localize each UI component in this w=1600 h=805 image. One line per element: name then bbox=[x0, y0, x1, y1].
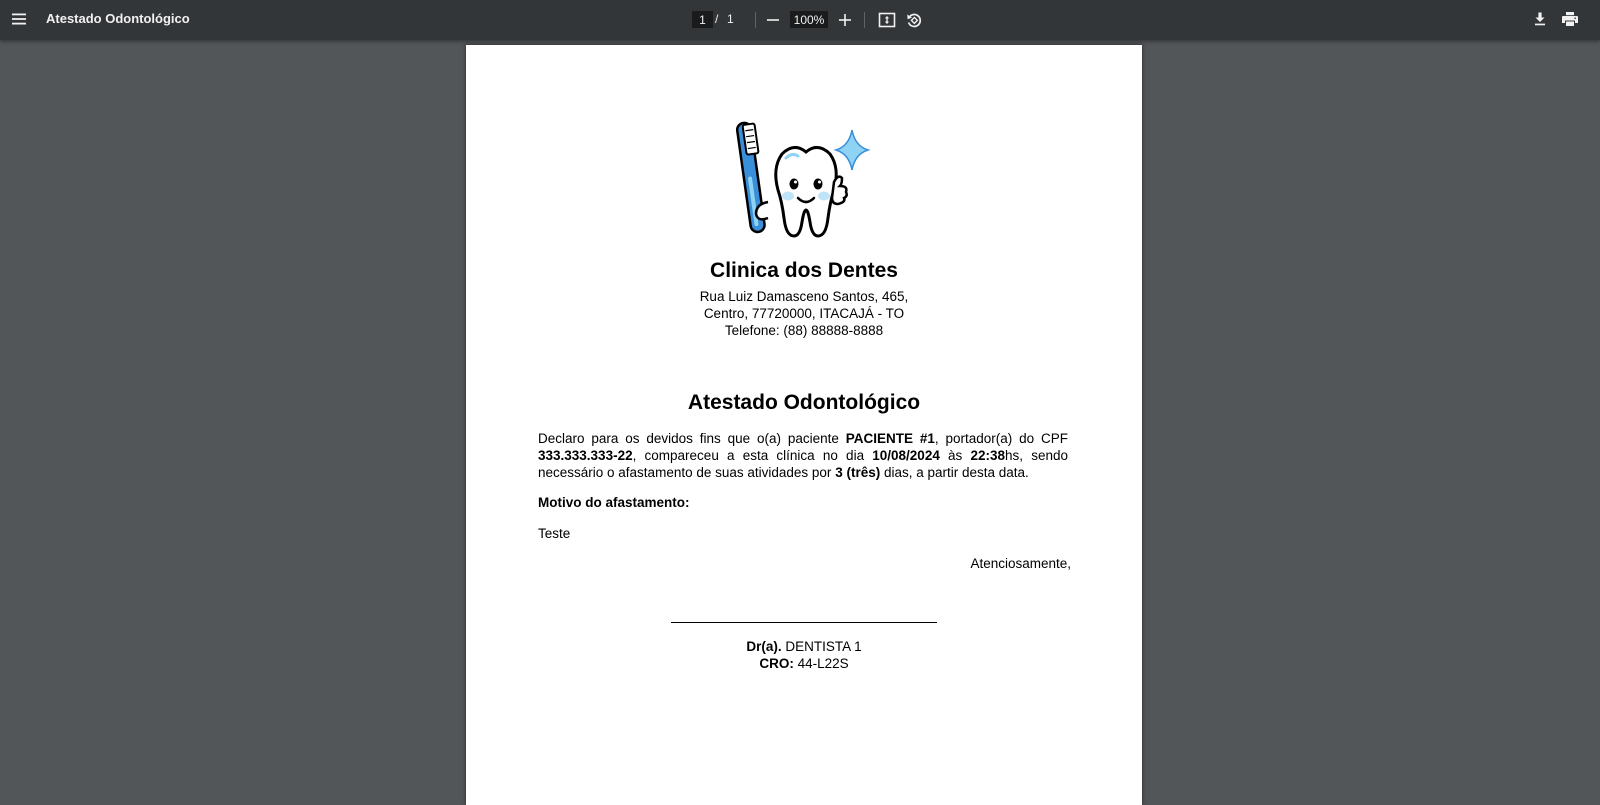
toolbar-divider bbox=[864, 12, 865, 28]
rotate-counterclockwise-icon bbox=[905, 11, 923, 29]
patient-name: PACIENTE #1 bbox=[845, 431, 935, 446]
doctor-cro: CRO: 44-L22S bbox=[759, 656, 849, 671]
menu-button[interactable] bbox=[5, 5, 33, 33]
declaration-line: Declaro para os devidos fins que o(a) paciente PACIENTE #1, portador(a) do CPF bbox=[538, 431, 1068, 446]
zoom-out-button[interactable] bbox=[759, 6, 787, 34]
document-title: Atestado Odontológico bbox=[46, 11, 190, 26]
plus-icon bbox=[838, 13, 852, 27]
visit-time: 22:38 bbox=[970, 448, 1006, 463]
clinic-phone: Telefone: (88) 88888-8888 bbox=[724, 323, 884, 338]
signature-line bbox=[671, 622, 937, 623]
patient-cpf: 333.333.333-22 bbox=[538, 448, 633, 463]
fit-to-page-button[interactable] bbox=[873, 6, 901, 34]
clinic-address-line1: Rua Luiz Damasceno Santos, 465, bbox=[699, 289, 909, 304]
page-number-input[interactable] bbox=[692, 11, 713, 28]
declaration-line: 333.333.333-22, compareceu a esta clínica no dia 10/08/2024 às 22:38hs, sendo bbox=[538, 448, 1068, 463]
print-icon bbox=[1561, 10, 1579, 28]
toolbar-divider bbox=[755, 12, 756, 28]
visit-date: 10/08/2024 bbox=[872, 448, 940, 463]
print-button[interactable] bbox=[1556, 5, 1584, 33]
hamburger-menu-icon bbox=[10, 10, 28, 28]
download-icon bbox=[1532, 11, 1548, 27]
clinic-name: Clinica dos Dentes bbox=[710, 259, 898, 282]
tooth-toothbrush-logo bbox=[734, 118, 874, 243]
page-total: 1 bbox=[727, 12, 734, 26]
pdf-toolbar bbox=[0, 0, 1600, 40]
document-heading: Atestado Odontológico bbox=[687, 391, 921, 414]
rotate-button[interactable] bbox=[900, 6, 928, 34]
page-separator: / bbox=[715, 12, 719, 26]
zoom-in-button[interactable] bbox=[831, 6, 859, 34]
reason-label: Motivo do afastamento: bbox=[538, 495, 690, 510]
download-button[interactable] bbox=[1526, 5, 1554, 33]
doctor-signature-name: Dr(a). DENTISTA 1 bbox=[746, 639, 862, 654]
pdf-page bbox=[466, 45, 1142, 805]
reason-value: Teste bbox=[538, 526, 571, 541]
zoom-level-input[interactable] bbox=[790, 11, 828, 28]
minus-icon bbox=[766, 13, 780, 27]
leave-days: 3 (três) bbox=[835, 465, 881, 480]
closing-text: Atenciosamente, bbox=[970, 556, 1071, 571]
clinic-address-line2: Centro, 77720000, ITACAJÁ - TO bbox=[703, 306, 905, 321]
declaration-line: necessário o afastamento de suas atividades por 3 (três) dias, a partir desta data. bbox=[538, 465, 1029, 480]
fit-to-page-icon bbox=[878, 11, 896, 29]
